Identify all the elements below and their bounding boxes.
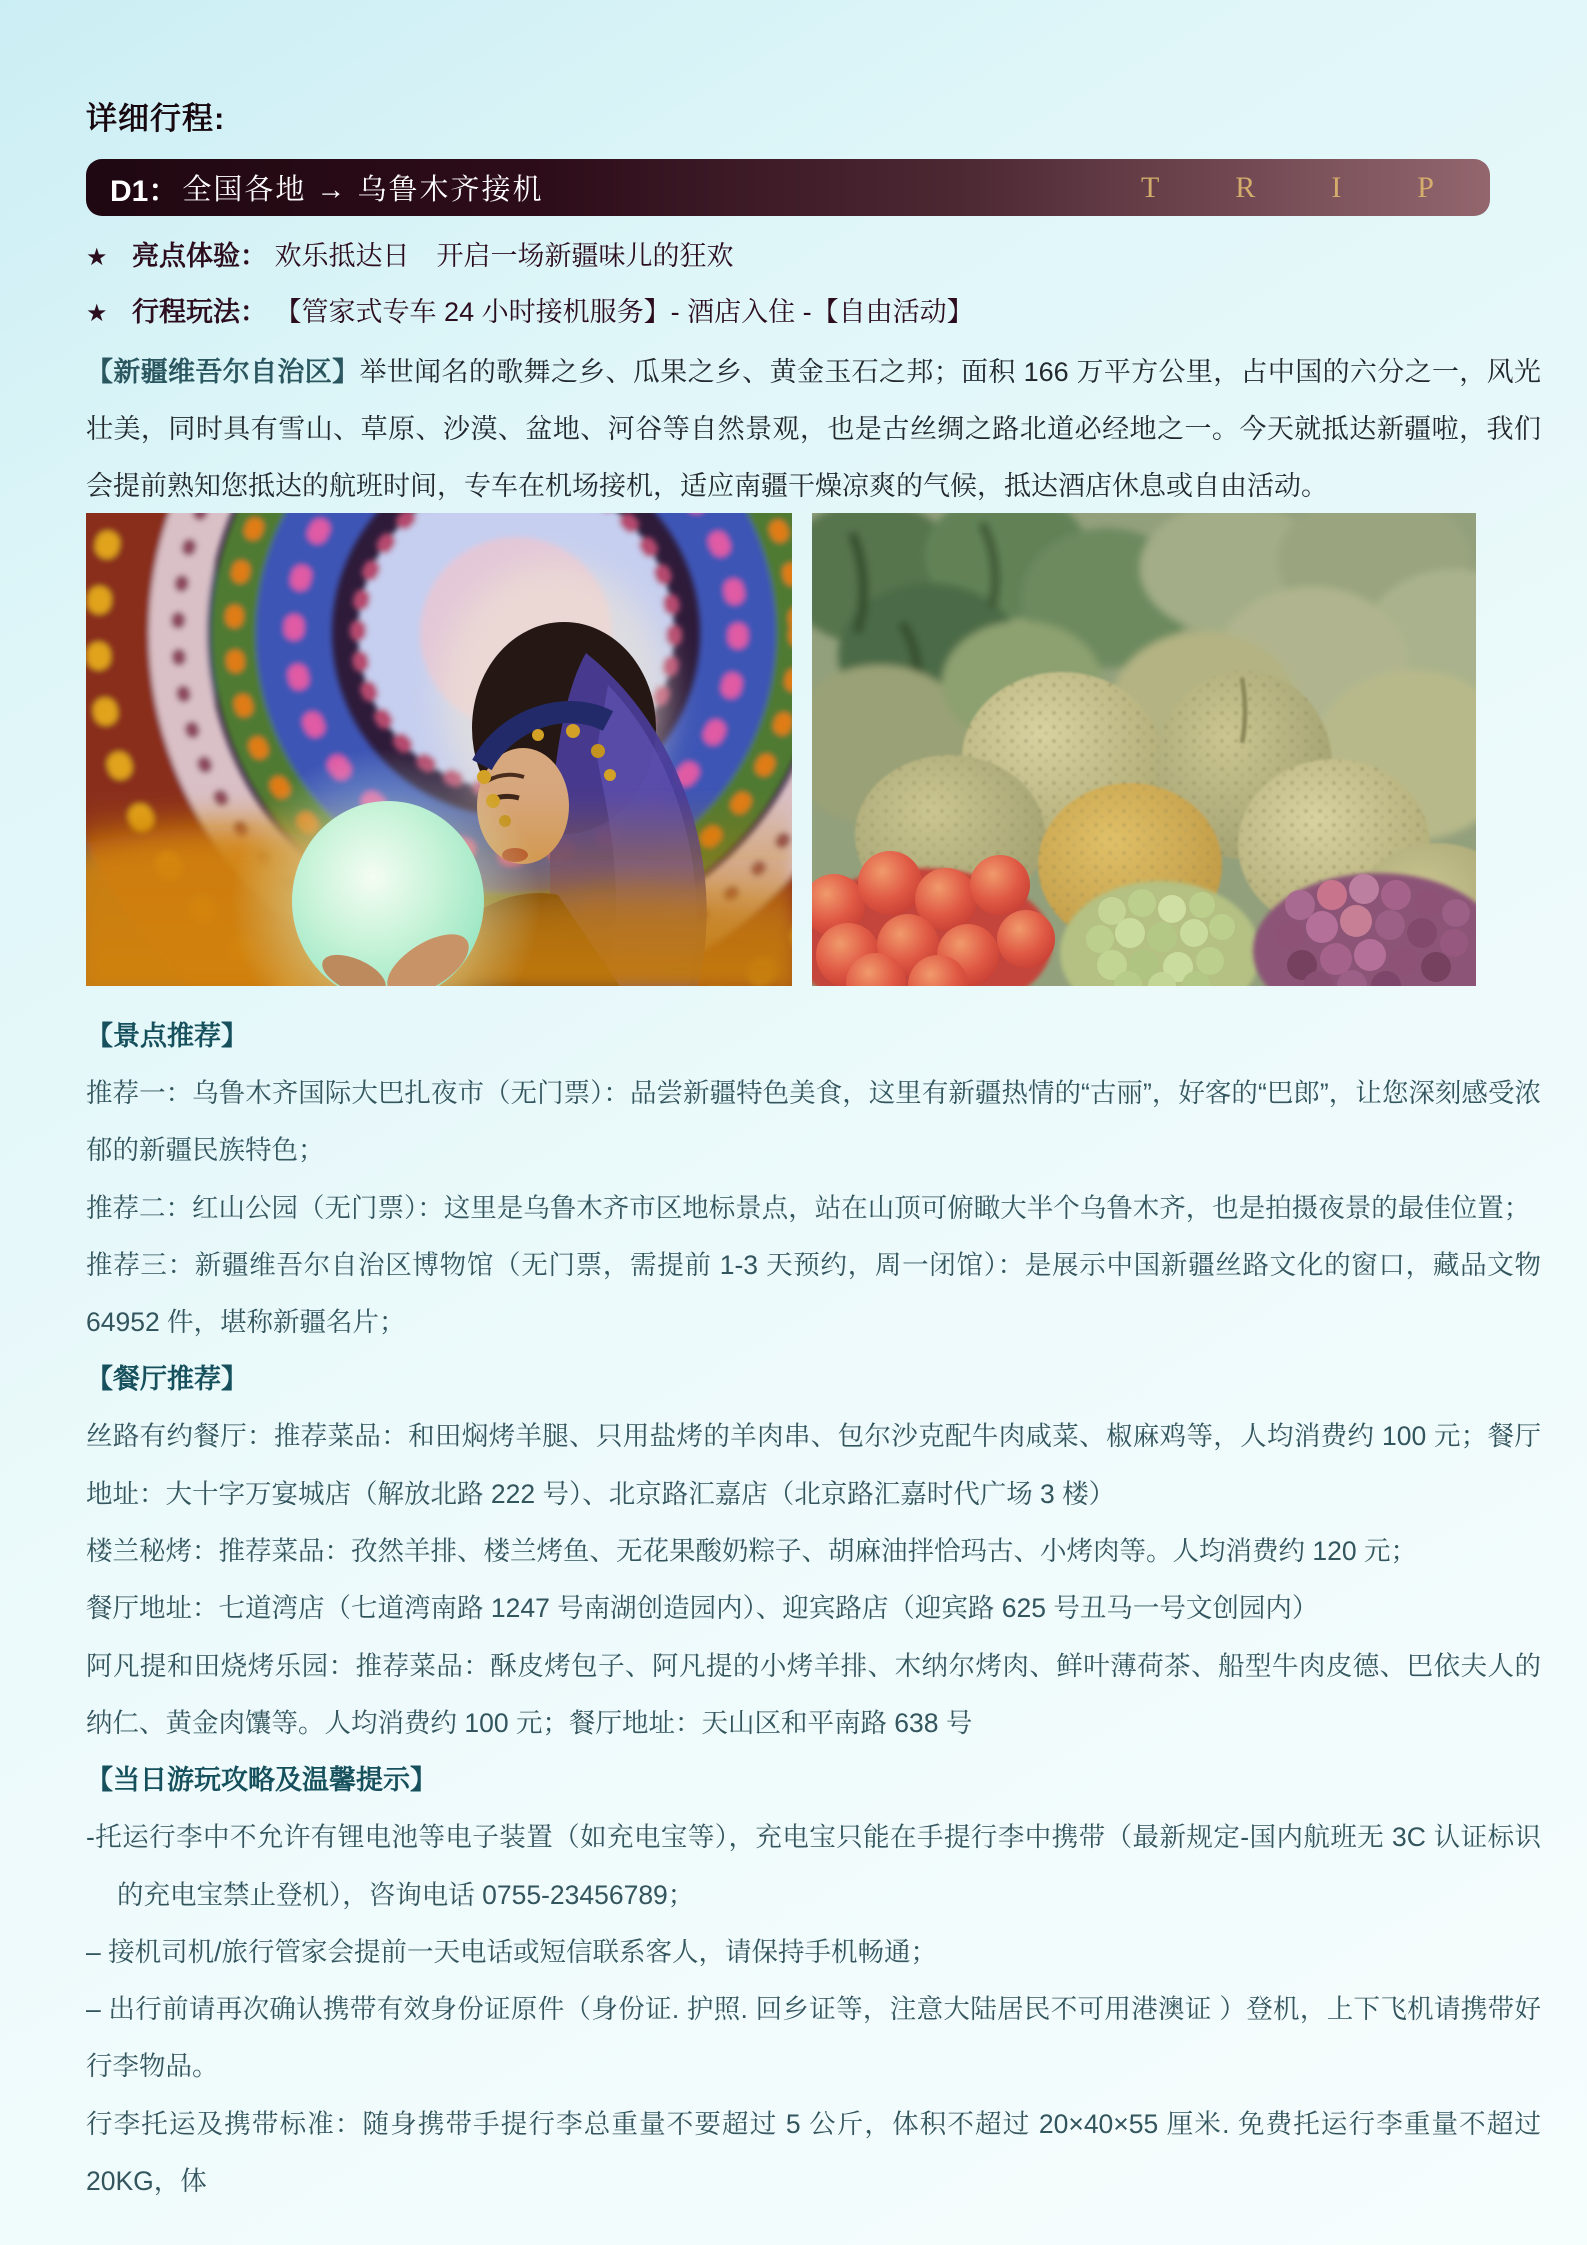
section-paragraph: – 出行前请再次确认携带有效身份证原件（身份证. 护照. 回乡证等，注意大陆居民不可用港澳证 ）登机，上下飞机请携带好行李物品。	[86, 1994, 1541, 2082]
section-paragraph: 行李托运及携带标准：随身携带手提行李总重量不要超过 5 公斤，体积不超过 20×40×55 厘米. 免费托运行李重量不超过 20KG，体	[86, 2108, 1541, 2197]
section-heading: 【景点推荐】	[86, 1021, 248, 1051]
section-paragraph: – 接机司机/旅行管家会提前一天电话或短信联系客人，请保持手机畅通；	[86, 1936, 937, 1967]
itinerary-page	[86, 0, 1541, 2210]
trip-watermark: TRIP	[1140, 170, 1510, 204]
section-paragraph: 阿凡提和田烧烤乐园：推荐菜品：酥皮烤包子、阿凡提的小烤羊排、木纳尔烤肉、鲜叶薄荷茶、船型牛肉皮德、巴依夫人的纳仁、黄金肉馕等。人均消费约 100 元；餐厅地址：天山区和平南路 638 号	[86, 1650, 1541, 1738]
section-tips	[86, 1752, 1541, 2210]
section-heading: 【当日游玩攻略及温馨提示】	[86, 1765, 437, 1796]
highlight-label: 行程玩法：	[132, 297, 268, 327]
region-name-label: 【新疆维吾尔自治区】	[86, 357, 360, 387]
detail-sections	[86, 1008, 1541, 2210]
region-intro-text: 举世闻名的歌舞之乡、瓜果之乡、黄金玉石之邦；面积 166 万平方公里，占中国的六分之一，风光壮美，同时具有雪山、草原、沙漠、盆地、河谷等自然景观，也是古丝绸之路北道必经地之一。今天就抵达新疆啦，我们会提前熟知您抵达的航班时间，专车在机场接机，适应南疆干燥凉爽的气候，抵达酒店休息或自由活动。	[86, 357, 1541, 501]
highlight-line-experience	[86, 229, 1541, 285]
section-paragraph: -托运行李中不允许有锂电池等电子装置（如充电宝等），充电宝只能在手提行李中携带（最新规定-国内航班无 3C 认证标识的充电宝禁止登机），咨询电话 0755-23456789；	[86, 1822, 1541, 1910]
highlight-list	[86, 229, 1541, 341]
day-route-label: 全国各地 → 乌鲁木齐接机	[182, 174, 544, 206]
photo-row	[86, 513, 1476, 986]
section-paragraph: 推荐三：新疆维吾尔自治区博物馆（无门票，需提前 1-3 天预约，周一闭馆）：是展示中国新疆丝路文化的窗口，藏品文物 64952 件，堪称新疆名片；	[86, 1249, 1541, 1338]
highlight-text: 【管家式专车 24 小时接机服务】- 酒店入住 -【自由活动】	[274, 297, 974, 327]
photo-xinjiang-melon-fruit-market	[812, 513, 1476, 986]
photo-uyghur-girl-with-glowing-orb	[86, 513, 792, 986]
day-label: D1：	[110, 174, 179, 208]
section-sight-recommendations	[86, 1008, 1541, 1351]
star-icon: ★	[86, 300, 108, 327]
section-paragraph: 推荐二：红山公园（无门票）：这里是乌鲁木齐市区地标景点，站在山顶可俯瞰大半个乌鲁木齐，也是拍摄夜景的最佳位置；	[86, 1192, 1531, 1223]
highlight-label: 亮点体验：	[132, 241, 268, 271]
page-title: 详细行程:	[86, 101, 226, 136]
section-paragraph: 楼兰秘烤：推荐菜品：孜然羊排、楼兰烤鱼、无花果酸奶粽子、胡麻油拌恰玛古、小烤肉等。人均消费约 120 元；	[86, 1536, 1417, 1567]
highlight-text: 欢乐抵达日 开启一场新疆味儿的狂欢	[274, 241, 734, 271]
section-paragraph: 推荐一：乌鲁木齐国际大巴扎夜市（无门票）：品尝新疆特色美食，这里有新疆热情的“古丽”，好客的“巴郎”，让您深刻感受浓郁的新疆民族特色；	[86, 1078, 1541, 1166]
star-icon: ★	[86, 244, 108, 271]
section-restaurant-recommendations	[86, 1351, 1541, 1752]
section-paragraph: 丝路有约餐厅：推荐菜品：和田焖烤羊腿、只用盐烤的羊肉串、包尔沙克配牛肉咸菜、椒麻鸡等，人均消费约 100 元；餐厅地址：大十字万宴城店（解放北路 222 号）、北京路汇嘉店（北京路汇嘉时代广场 3 楼）	[86, 1421, 1541, 1509]
section-heading: 【餐厅推荐】	[86, 1364, 248, 1395]
highlight-line-playstyle	[86, 285, 1541, 341]
day-header-bar	[86, 159, 1510, 216]
region-intro-paragraph	[86, 344, 1541, 515]
section-paragraph: 餐厅地址：七道湾店（七道湾南路 1247 号南湖创造园内）、迎宾路店（迎宾路 625 号丑马一号文创园内）	[86, 1593, 1319, 1624]
